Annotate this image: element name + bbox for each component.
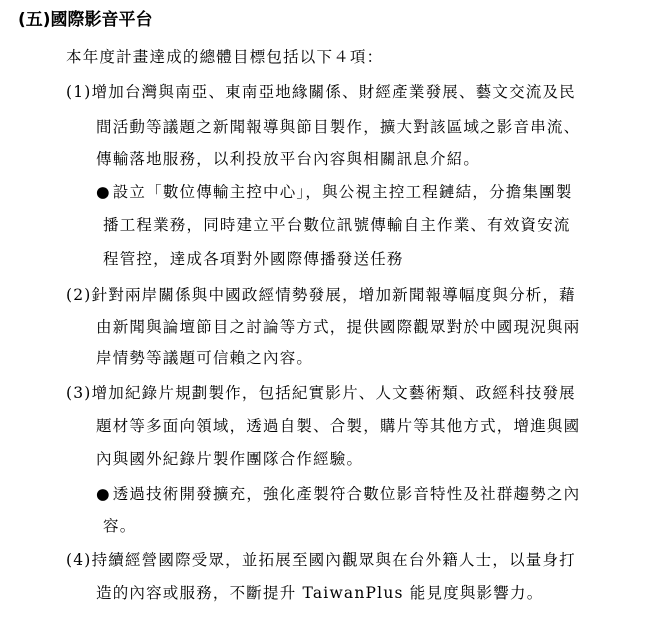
item-2-text: 針對兩岸關係與中國政經情勢發展，增加新聞報導幅度與分析，藉 [91, 286, 576, 304]
item-4-line-2: 造的內容或服務，不斷提升 TaiwanPlus 能見度與影響力。 [96, 584, 544, 602]
item-4-line-1 [66, 549, 576, 571]
bullet-icon: ● [96, 183, 111, 201]
item-4-text: 持續經營國際受眾，並拓展至國內觀眾與在台外籍人士，以量身打 [91, 551, 576, 569]
item-1-bullet-line-2: 播工程業務，同時建立平台數位訊號傳輸自主作業、有效資安流 [103, 216, 571, 234]
item-4-number: (4) [66, 551, 92, 569]
bullet-icon: ● [96, 485, 111, 503]
item-2-line-1 [66, 284, 576, 306]
item-3-text: 增加紀錄片規劃製作，包括紀實影片、人文藝術類、政經科技發展 [91, 384, 576, 402]
item-2-line-2: 由新聞與論壇節目之討論等方式，提供國際觀眾對於中國現況與兩 [96, 318, 581, 336]
item-1-line-2: 間活動等議題之新聞報導與節目製作，擴大對該區域之影音串流、 [96, 118, 581, 136]
item-3-line-2: 題材等多面向領域，透過自製、合製，購片等其他方式，增進與國 [96, 417, 581, 435]
item-1-bullet-line-1 [96, 181, 573, 203]
item-1-line-1 [66, 81, 576, 103]
item-2-number: (2) [66, 286, 92, 304]
bullet-text: 設立「數位傳輸主控中心」，與公視主控工程鏈結，分擔集團製 [112, 183, 573, 201]
intro-text: 本年度計畫達成的總體目標包括以下４項： [66, 48, 384, 66]
item-1-bullet-line-3: 程管控，達成各項對外國際傳播發送任務 [103, 250, 404, 268]
item-1-line-3: 傳輸落地服務，以利投放平台內容與相關訊息介紹。 [96, 150, 481, 168]
item-3-line-1 [66, 382, 576, 404]
item-3-number: (3) [66, 384, 92, 402]
item-1-number: (1) [66, 83, 92, 101]
item-2-line-3: 岸情勢等議題可信賴之內容。 [96, 349, 314, 367]
item-3-bullet-line-1 [96, 483, 580, 505]
section-title: (五)國際影音平台 [18, 10, 153, 30]
item-1-text: 增加台灣與南亞、東南亞地緣關係、財經產業發展、藝文交流及民 [91, 83, 576, 101]
bullet-text: 透過技術開發擴充，強化產製符合數位影音特性及社群趨勢之內 [112, 485, 581, 503]
item-3-bullet-line-2: 容。 [103, 517, 137, 535]
item-3-line-3: 內與國外紀錄片製作團隊合作經驗。 [96, 450, 364, 468]
